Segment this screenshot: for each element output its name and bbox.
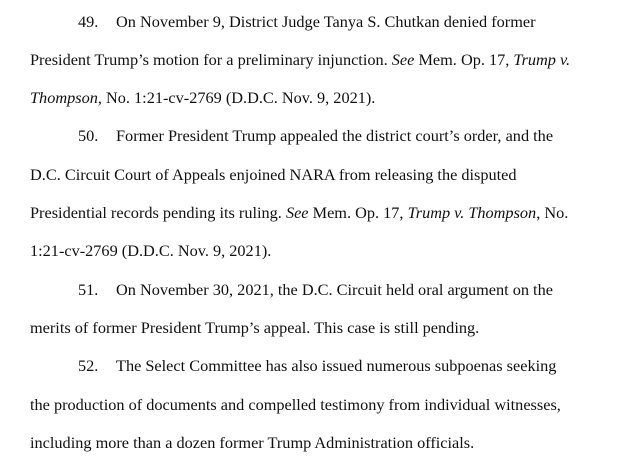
paragraph-text: On November 9, District Judge Tanya S. Chutkan denied former — [116, 12, 536, 31]
paragraph-text: On November 30, 2021, the D.C. Circuit held oral argument on the — [116, 280, 553, 299]
paragraph-number: 52. — [78, 356, 99, 375]
paragraph-49-line-3 — [30, 88, 375, 108]
citation-signal: See — [391, 50, 415, 69]
paragraph-text: President Trump’s motion for a preliminary injunction. — [30, 50, 392, 69]
paragraph-text: Presidential records pending its ruling. — [30, 203, 286, 222]
paragraph-text: 1:21-cv-2769 (D.D.C. Nov. 9, 2021). — [30, 241, 272, 260]
paragraph-text: merits of former President Trump’s appeal. This case is still pending. — [30, 318, 480, 337]
paragraph-text: Mem. Op. 17, — [308, 203, 408, 222]
paragraph-52-line-2 — [30, 395, 561, 415]
case-name: Trump v. — [513, 50, 571, 69]
citation-signal: See — [285, 203, 309, 222]
paragraph-text: Former President Trump appealed the district court’s order, and the — [116, 126, 554, 145]
paragraph-51-line-1 — [78, 280, 553, 300]
paragraph-52-line-1 — [78, 356, 556, 376]
paragraph-number: 50. — [78, 126, 99, 145]
paragraph-50-line-1 — [78, 126, 553, 146]
paragraph-49-line-1 — [78, 12, 536, 32]
paragraph-text: Mem. Op. 17, — [414, 50, 514, 69]
case-name: Trump v. Thompson — [407, 203, 537, 222]
paragraph-text: the production of documents and compelled testimony from individual witnesses, — [30, 395, 561, 414]
paragraph-number: 51. — [78, 280, 99, 299]
paragraph-49-line-2 — [30, 50, 570, 70]
paragraph-50-line-3 — [30, 203, 568, 223]
paragraph-text: , No. 1:21-cv-2769 (D.D.C. Nov. 9, 2021). — [97, 88, 376, 107]
paragraph-text: D.C. Circuit Court of Appeals enjoined NARA from releasing the disputed — [30, 165, 517, 184]
paragraph-text: including more than a dozen former Trump Administration officials. — [30, 433, 475, 452]
paragraph-52-line-3 — [30, 433, 474, 453]
paragraph-text: The Select Committee has also issued numerous subpoenas seeking — [116, 356, 557, 375]
case-name: Thompson — [30, 88, 98, 107]
paragraph-number: 49. — [78, 12, 99, 31]
paragraph-text: , No. — [536, 203, 569, 222]
paragraph-51-line-2 — [30, 318, 479, 338]
paragraph-50-line-4 — [30, 241, 271, 261]
paragraph-50-line-2 — [30, 165, 517, 185]
